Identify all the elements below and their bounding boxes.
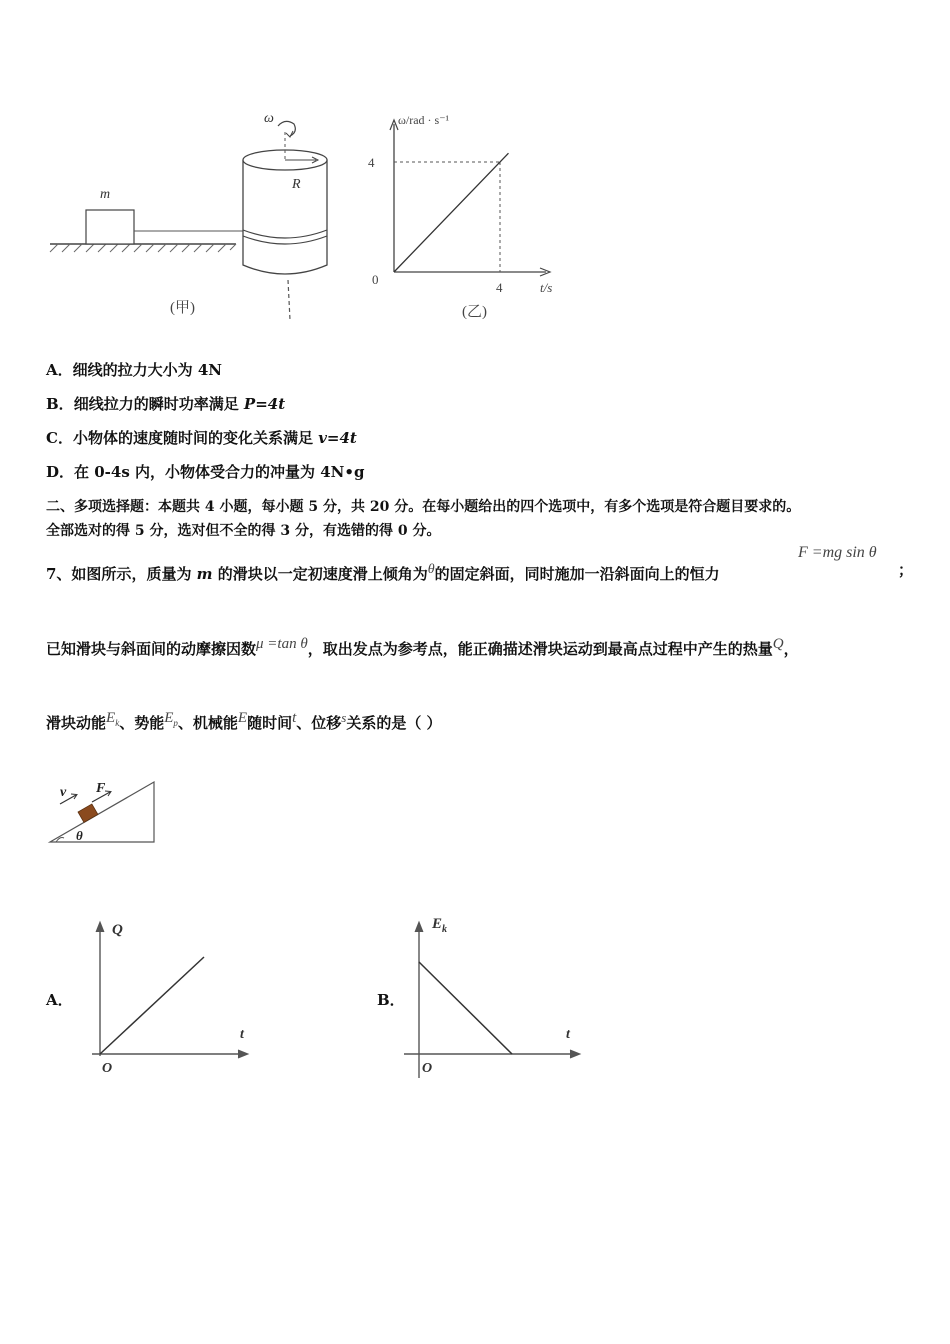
option-formula: v=4t — [318, 429, 357, 447]
cylinder — [243, 160, 327, 274]
q7-line1 — [46, 560, 720, 584]
q7-text: 滑块动能 — [46, 714, 107, 732]
x-axis-label: t — [566, 1027, 570, 1042]
q7-text: 的固定斜面，同时施加一沿斜面向上的恒力 — [434, 565, 720, 583]
q7-text: 、位移 — [296, 714, 342, 732]
omega-vs-t-line — [394, 153, 508, 272]
figure-yi-graph — [360, 100, 580, 330]
heat-line — [100, 957, 204, 1054]
incline-figure — [40, 770, 170, 850]
q7-text: 关系的是（ ） — [346, 714, 442, 732]
q7-text: ， — [783, 640, 799, 658]
y-axis-label: Q — [112, 922, 123, 938]
option-label: B． — [46, 395, 74, 413]
option-label: A． — [46, 361, 73, 379]
force-formula: F =mg sin θ — [798, 544, 877, 561]
option-b — [46, 394, 285, 414]
q7-text: 随时间 — [247, 714, 293, 732]
section-heading-line1: 二、多项选择题：本题共 4 小题，每小题 5 分，共 20 分。在每小题给出的四个选项中，有多个选项是符合题目要求的。 — [46, 499, 801, 515]
q7-text: ，取出发点为参考点，能正确描述滑块运动到最高点过程中产生的热量 — [307, 640, 773, 658]
figure-caption: (乙) — [462, 304, 487, 320]
x-tick-label: 4 — [496, 280, 503, 295]
velocity-label: v — [60, 785, 67, 800]
origin-label: O — [102, 1061, 113, 1076]
option-text: 在 0-4s 内，小物体受合力的冲量为 — [74, 463, 321, 481]
y-axis-label: ω/rad · s⁻¹ — [398, 113, 450, 127]
kinetic-energy-symbol: Ek — [106, 710, 120, 728]
option-label: D． — [46, 463, 75, 481]
time-symbol: t — [292, 710, 297, 726]
figure-caption: (甲) — [170, 300, 195, 316]
force-label: F — [96, 781, 106, 796]
q7-line2 — [46, 634, 799, 659]
option-formula: 4N•g — [320, 463, 365, 481]
option-text: 小物体的速度随时间的变化关系满足 — [72, 429, 319, 447]
option-c — [46, 428, 357, 448]
q7-text: 、机械能 — [177, 714, 238, 732]
displacement-symbol: s — [341, 710, 347, 725]
heat-symbol: Q — [772, 636, 784, 652]
option-text: 细线拉力的瞬时功率满足 — [73, 395, 244, 413]
option-formula: 4N — [197, 361, 223, 379]
origin-label: 0 — [372, 272, 379, 287]
mass-label: m — [100, 187, 111, 202]
radius-label: R — [292, 177, 301, 192]
friction-formula: μ =tan θ — [256, 636, 308, 652]
figure-jia — [40, 100, 370, 330]
q7-semicolon: ； — [898, 561, 914, 579]
option-formula: P=4t — [243, 395, 286, 413]
q7-text: 已知滑块与斜面间的动摩擦因数 — [46, 640, 257, 658]
theta-symbol: θ — [427, 562, 435, 577]
potential-energy-symbol: Ep — [164, 710, 178, 728]
x-axis-label: t/s — [540, 280, 553, 295]
block-m — [86, 210, 134, 244]
option-a — [46, 360, 222, 380]
mass-symbol: m — [196, 565, 213, 583]
mechanical-energy-symbol: E — [237, 710, 248, 726]
graph-b — [400, 906, 590, 1081]
graph-a-label: A． — [46, 991, 73, 1009]
kinetic-energy-line — [419, 962, 512, 1054]
x-axis-label: t — [240, 1027, 244, 1042]
q7-text: 、势能 — [119, 714, 165, 732]
omega-label: ω — [264, 111, 274, 126]
graph-a — [82, 910, 262, 1080]
q7-text: 的滑块以一定初速度滑上倾角为 — [212, 565, 428, 583]
graph-b-label: B． — [377, 991, 405, 1009]
q7-text: 7、如图所示，质量为 — [46, 565, 197, 583]
y-axis-label: $E_k$ — [432, 916, 448, 935]
q7-line3 — [46, 708, 442, 733]
origin-label: O — [422, 1061, 433, 1076]
option-label: C． — [46, 429, 73, 447]
section-heading-line2: 全部选对的得 5 分，选对但不全的得 3 分，有选错的得 0 分。 — [46, 523, 441, 539]
option-text: 细线的拉力大小为 — [72, 361, 198, 379]
angle-label: θ — [76, 828, 83, 843]
y-tick-label: 4 — [368, 155, 375, 170]
option-d — [46, 462, 364, 482]
